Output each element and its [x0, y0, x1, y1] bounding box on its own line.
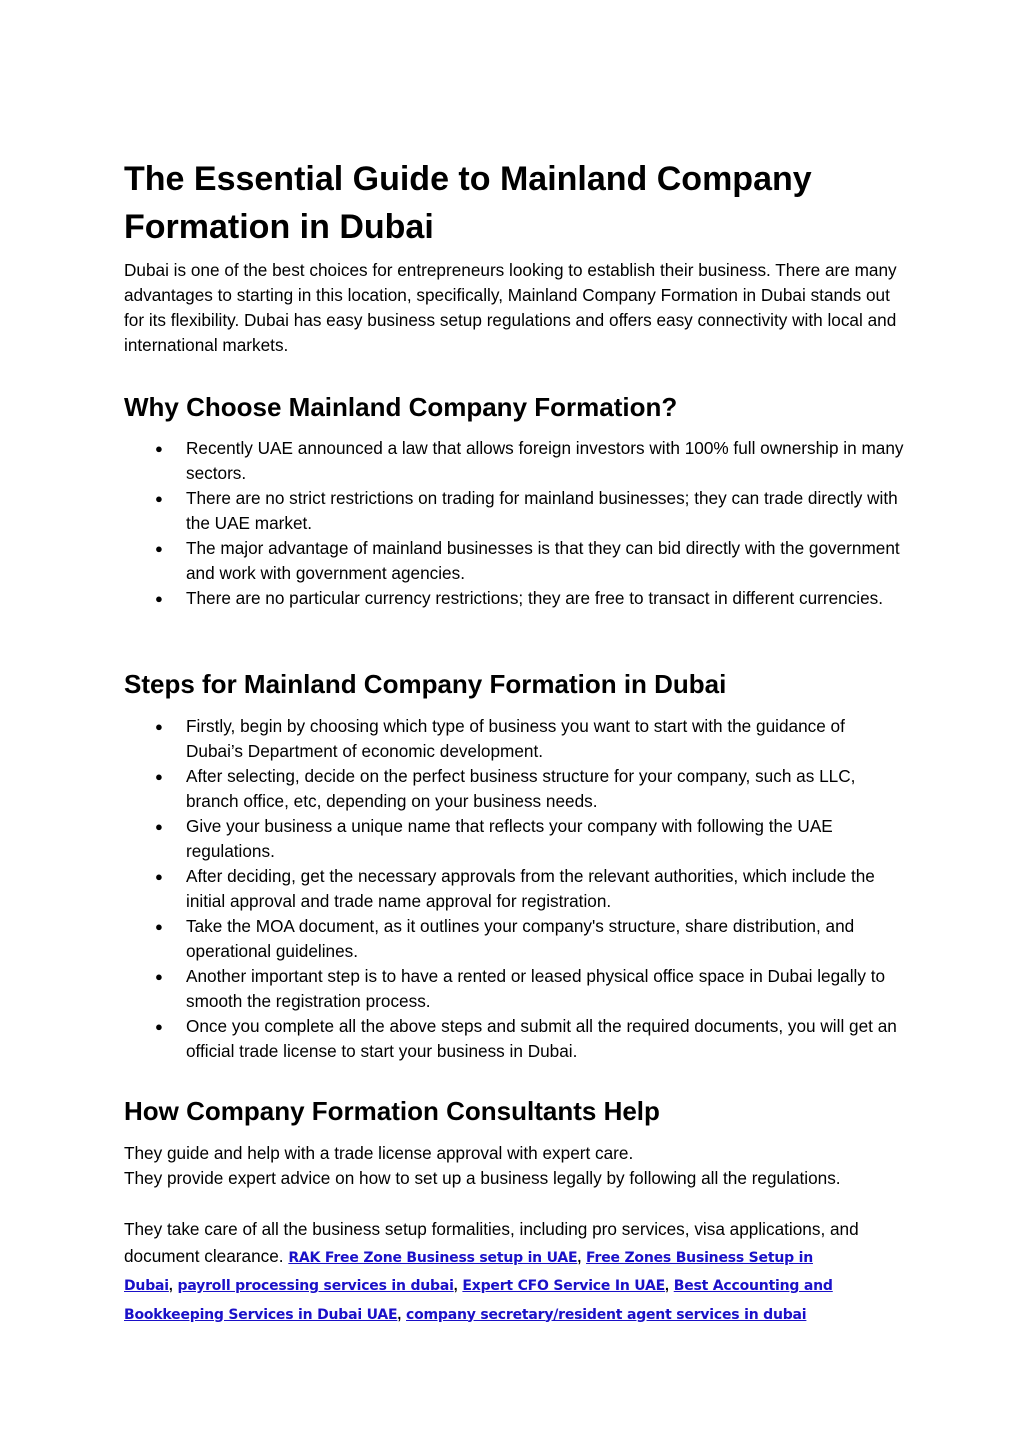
link-free-zones-dubai[interactable]: Free Zones Business Setup in Dubai [124, 1249, 813, 1294]
intro-paragraph: Dubai is one of the best choices for entrepreneurs looking to establish their business. There are many advantages to starting in this location, specifically, Mainland Company Formation in Dubai stands out for its flexibility. Dubai has easy business setup regulations and offers easy connectivity with local and international markets. [124, 260, 897, 355]
bullet-icon: ● [155, 819, 163, 834]
bullet-icon: ● [155, 969, 163, 984]
link-separator: , [453, 1277, 458, 1293]
steps-list [124, 714, 904, 1064]
list-item: ● Firstly, begin by choosing which type of business you want to start with the guidance of Dubai’s Department of economic development. [155, 716, 845, 761]
list-item: ● Another important step is to have a rented or leased physical office space in Dubai legally to smooth the registration process. [155, 966, 886, 1011]
bullet-icon: ● [155, 1019, 163, 1034]
why-heading: Why Choose Mainland Company Formation? [124, 392, 678, 422]
page-title: The Essential Guide to Mainland Company Formation in Dubai [124, 160, 812, 246]
link-company-secretary[interactable]: company secretary/resident agent services in dubai [406, 1306, 807, 1323]
link-payroll-processing[interactable]: payroll processing services in dubai [177, 1278, 454, 1294]
list-item: ● After deciding, get the necessary approvals from the relevant authorities, which include the initial approval and trade name approval for registration. [155, 866, 875, 911]
link-rak-free-zone[interactable]: RAK Free Zone Business setup in UAE [288, 1249, 578, 1266]
bullet-icon: ● [155, 719, 163, 734]
bullet-icon: ● [155, 591, 163, 606]
link-separator: , [665, 1277, 669, 1293]
bullet-icon: ● [155, 869, 163, 884]
link-expert-cfo[interactable]: Expert CFO Service In UAE [462, 1278, 666, 1294]
link-accounting-bookkeeping[interactable]: Best Accounting and Bookkeeping Services in Dubai UAE [124, 1278, 833, 1323]
link-separator: , [397, 1305, 402, 1322]
bullet-icon: ● [155, 441, 163, 456]
list-item: ● There are no particular currency restrictions; they are free to transact in different currencies. [124, 586, 904, 611]
list-item: ● Recently UAE announced a law that allows foreign investors with 100% full ownership in many sectors. [155, 438, 904, 483]
bullet-icon: ● [155, 541, 163, 556]
steps-heading: Steps for Mainland Company Formation in Dubai [124, 669, 727, 699]
consultants-line-1: They guide and help with a trade license approval with expert care. [124, 1143, 634, 1163]
list-item: ● Take the MOA document, as it outlines your company's structure, share distribution, and operational guidelines. [155, 916, 855, 961]
bullet-icon: ● [155, 919, 163, 934]
consultants-heading: How Company Formation Consultants Help [124, 1096, 660, 1126]
list-item: ● The major advantage of mainland businesses is that they can bid directly with the government and work with government agencies. [155, 538, 900, 583]
link-separator: , [577, 1248, 582, 1265]
list-item: ● Once you complete all the above steps and submit all the required documents, you will get an official trade license to start your business in Dubai. [155, 1016, 897, 1061]
link-separator: , [168, 1277, 173, 1293]
bullet-icon: ● [155, 769, 163, 784]
list-item: ● There are no strict restrictions on trading for mainland businesses; they can trade directly with the UAE market. [155, 488, 898, 533]
bullet-icon: ● [155, 491, 163, 506]
list-item: ● Give your business a unique name that reflects your company with following the UAE regulations. [155, 816, 833, 861]
consultants-line-2: They provide expert advice on how to set up a business legally by following all the regulations. [124, 1168, 841, 1188]
list-item: ● After selecting, decide on the perfect business structure for your company, such as LLC, branch office, etc, depending on your business needs. [155, 766, 856, 811]
why-list [124, 436, 904, 611]
consultants-line-3: They take care of all the business setup formalities, including pro services, visa applications, and document clearance. RAK Free Zone Business setup in UAE, Free Zones Business Setup in Dubai, payroll processing services in dubai, Expert CFO Service In UAE, Best Accounting and Bookkeeping Services in Dubai UAE, company secretary/resident agent services in dubai [124, 1219, 859, 1323]
